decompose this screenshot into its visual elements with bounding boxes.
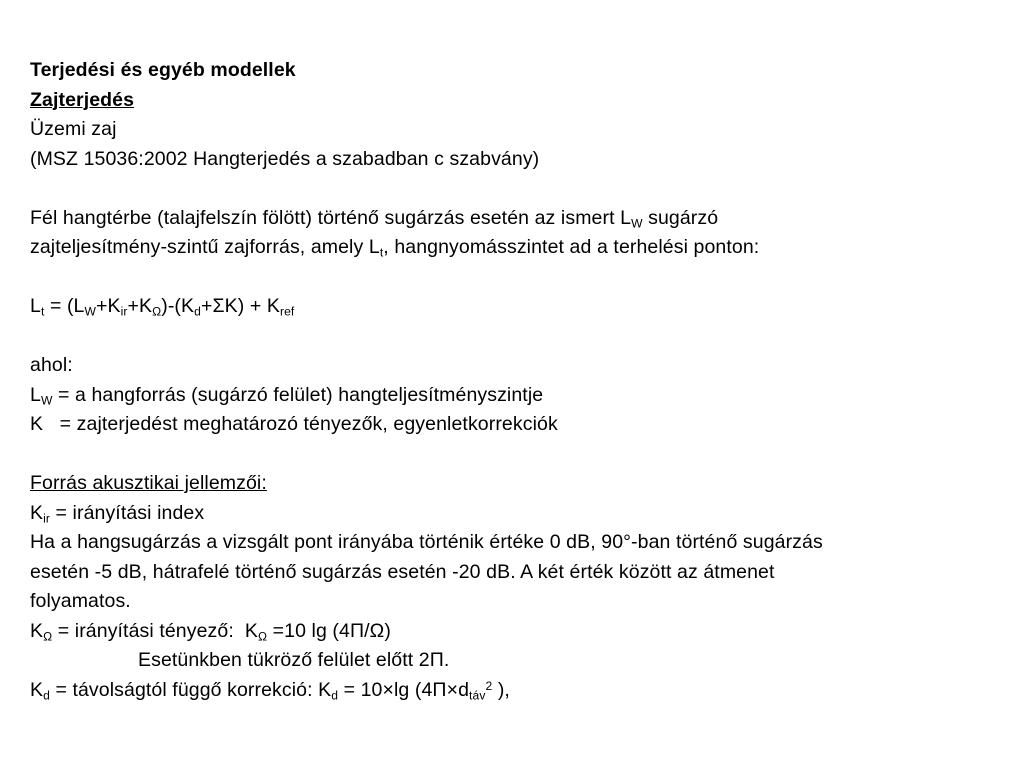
definition-kd <box>30 676 994 706</box>
title-line: Terjedési és egyéb modellek <box>30 59 296 81</box>
definition-k: K = zajterjedést meghatározó tényezők, egyenletkorrekciók <box>30 413 558 435</box>
formula-part-3: +K <box>95 295 121 317</box>
definition-kd-sub-3: táv <box>469 687 486 702</box>
paragraph-intro-line-1 <box>30 204 994 234</box>
formula-part-1: L <box>30 295 41 317</box>
definition-komega-sub-2: Ω <box>257 628 268 643</box>
spacer-2 <box>30 263 994 293</box>
definition-kir-part-1: K <box>30 501 44 524</box>
paragraph-intro-sub-1: W <box>631 215 643 230</box>
definition-lw-part-2: = a hangforrás (sugárzó felület) hangteljesítményszintje <box>52 383 544 406</box>
formula-part-6: +ΣK) + K <box>200 295 280 317</box>
definition-lw-part-1: L <box>30 383 41 406</box>
definition-kd-sub-2: d <box>331 687 339 702</box>
body-line-3: folyamatos. <box>30 590 131 612</box>
definition-komega-part-2: = irányítási tényező: K <box>52 619 258 642</box>
ahol-label: ahol: <box>30 354 73 376</box>
subtitle-line: Zajterjedés <box>30 88 135 111</box>
indented-note-line: Esetünkben tükröző felület előtt 2Π. <box>138 649 450 671</box>
definition-lw-sub: W <box>40 392 53 407</box>
definition-kd-part-3: = 10×lg (4Π×d <box>338 678 470 701</box>
definition-kd-sub-1: d <box>43 687 50 702</box>
paragraph-intro-text-3: zajteljesítmény-szintű zajforrás, amely L <box>30 236 380 258</box>
spacer-4 <box>30 440 994 470</box>
formula-sub-5: d <box>194 304 201 319</box>
definition-komega <box>30 617 994 647</box>
spacer-1 <box>30 174 994 204</box>
definition-kd-part-1: K <box>30 678 44 701</box>
definition-kir-part-2: = irányítási index <box>50 501 205 524</box>
definition-kir <box>30 499 994 529</box>
section-line: Üzemi zaj <box>30 118 117 140</box>
standard-reference-line: (MSZ 15036:2002 Hangterjedés a szabadban c szabvány) <box>30 147 540 170</box>
formula-sub-1: t <box>40 304 45 319</box>
definition-komega-sub-1: Ω <box>43 628 53 643</box>
paragraph-intro-line-2 <box>30 233 994 263</box>
spacer-3 <box>30 322 994 352</box>
body-line-1: Ha a hangsugárzás a vizsgált pont irányába történik értéke 0 dB, 90°-ban történő sugárzás <box>30 531 823 553</box>
definition-kd-part-2: = távolságtól függő korrekció: K <box>49 678 332 701</box>
definition-kd-part-4: ), <box>492 678 510 701</box>
definition-kd-sup: 2 <box>485 678 493 693</box>
formula-sub-4: Ω <box>152 304 162 319</box>
formula-sub-2: W <box>84 304 96 319</box>
source-heading: Forrás akusztikai jellemzői: <box>30 472 267 494</box>
paragraph-intro-text-2: sugárzó <box>642 206 719 229</box>
body-line-2: esetén -5 dB, hátrafelé történő sugárzás esetén -20 dB. A két érték között az átmenet <box>30 560 775 583</box>
definition-lw <box>30 381 994 411</box>
formula-part-5: )-(K <box>161 295 195 317</box>
formula-sub-6: ref <box>279 304 295 319</box>
formula-part-4: +K <box>127 295 153 317</box>
formula-sub-3: ir <box>120 304 128 319</box>
definition-kir-sub: ir <box>43 510 51 525</box>
paragraph-intro-text-4: , hangnyomásszintet ad a terhelési ponton: <box>383 236 760 258</box>
formula-main <box>30 292 994 322</box>
definition-komega-part-3: =10 lg (4Π/Ω) <box>267 619 391 642</box>
paragraph-intro-sub-2: t <box>379 245 384 260</box>
formula-part-2: = (L <box>44 295 85 317</box>
paragraph-intro-text-1: Fél hangtérbe (talajfelszín fölött) történő sugárzás esetén az ismert L <box>30 206 632 229</box>
slide-text-body <box>30 56 994 705</box>
definition-komega-part-1: K <box>30 619 44 642</box>
